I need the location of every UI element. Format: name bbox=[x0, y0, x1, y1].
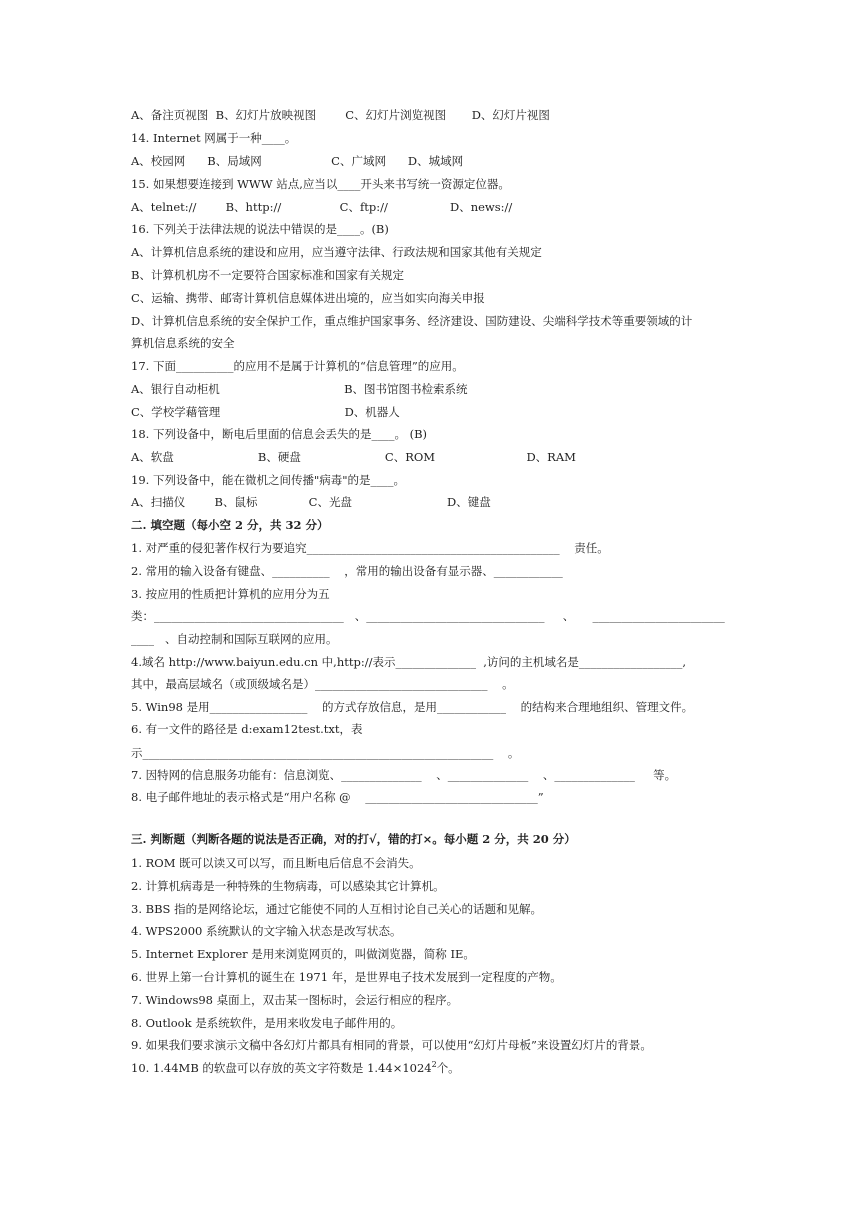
line-text: 算机信息系统的安全 bbox=[131, 336, 235, 350]
section-heading bbox=[131, 832, 576, 846]
line-text: 19. 下列设备中，能在微机之间传播"病毒"的是____。 bbox=[131, 473, 406, 487]
line-text: 5. Win98 是用_________________ 的方式存放信息，是用____________ 的结构来合理地组织、管理文件。 bbox=[131, 700, 694, 714]
text-line bbox=[131, 450, 576, 464]
line-text: C、运输、携带、邮寄计算机信息媒体进出境的，应当如实向海关申报 bbox=[131, 291, 485, 305]
text-line bbox=[131, 495, 491, 509]
text-line bbox=[131, 336, 235, 350]
text-line bbox=[131, 790, 544, 804]
text-line bbox=[131, 746, 519, 760]
line-text: 1. ROM 既可以读又可以写，而且断电后信息不会消失。 bbox=[131, 856, 421, 870]
line-text: 三. 判断题（判断各题的说法是否正确，对的打√，错的打×。每小题 2 分，共 20 分） bbox=[131, 832, 576, 846]
text-line bbox=[131, 632, 337, 646]
line-text: A、计算机信息系统的建设和应用，应当遵守法律、行政法规和国家其他有关规定 bbox=[131, 245, 542, 259]
line-text: 类：_________________________________ 、_______________________________ 、 _______________________ bbox=[131, 609, 725, 623]
line-text: 2. 计算机病毒是一种特殊的生物病毒，可以感染其它计算机。 bbox=[131, 879, 445, 893]
section-heading bbox=[131, 518, 329, 532]
line-text: A、telnet:// B、http:// C、ftp:// D、news:// bbox=[131, 200, 513, 214]
text-line bbox=[131, 609, 725, 623]
line-text: 示_____________________________________________________________ 。 bbox=[131, 746, 520, 760]
line-text: 18. 下列设备中，断电后里面的信息会丢失的是____。 (B) bbox=[131, 427, 428, 441]
line-text: 10. 1.44MB 的软盘可以存放的英文字符数是 1.44×1024 bbox=[131, 1061, 432, 1075]
line-text: C、学校学藉管理 D、机器人 bbox=[131, 405, 400, 419]
line-text: 2. 常用的输入设备有键盘、__________ ，常用的输出设备有显示器、____________ bbox=[131, 564, 563, 578]
line-text: A、扫描仪 B、鼠标 C、光盘 D、键盘 bbox=[131, 495, 491, 509]
text-line bbox=[131, 405, 400, 419]
line-text: 3. BBS 指的是网络论坛，通过它能使不同的人互相讨论自己关心的话题和见解。 bbox=[131, 902, 543, 916]
line-text: 4.域名 http://www.baiyun.edu.cn 中,http://表示______________ ,访问的主机域名是__________________, bbox=[131, 655, 687, 669]
text-line bbox=[131, 382, 468, 396]
text-line bbox=[131, 268, 404, 282]
line-text: 7. 因特网的信息服务功能有：信息浏览、______________ 、______________ 、______________ 等。 bbox=[131, 768, 677, 782]
text-line bbox=[131, 1038, 652, 1052]
text-line bbox=[131, 1061, 460, 1075]
line-text-suffix: 个。 bbox=[436, 1061, 460, 1075]
line-text: 1. 对严重的侵犯著作权行为要追究____________________________________________ 责任。 bbox=[131, 541, 609, 555]
line-text: A、备注页视图 B、幻灯片放映视图 C、幻灯片浏览视图 D、幻灯片视图 bbox=[131, 108, 550, 122]
text-line bbox=[131, 427, 427, 441]
line-text: 16. 下列关于法律法规的说法中错误的是____。(B) bbox=[131, 222, 389, 236]
line-text: 3. 按应用的性质把计算机的应用分为五 bbox=[131, 587, 330, 601]
line-text: 二. 填空题（每小空 2 分，共 32 分） bbox=[131, 518, 329, 532]
line-text: A、银行自动柜机 B、图书馆图书检索系统 bbox=[131, 382, 468, 396]
text-line bbox=[131, 541, 609, 555]
line-text: A、软盘 B、硬盘 C、ROM D、RAM bbox=[131, 450, 576, 464]
text-line bbox=[131, 108, 550, 122]
line-text: 8. Outlook 是系统软件，是用来收发电子邮件用的。 bbox=[131, 1016, 403, 1030]
text-line bbox=[131, 879, 445, 893]
text-line bbox=[131, 677, 514, 691]
text-line bbox=[131, 131, 296, 145]
line-text: D、计算机信息系统的安全保护工作，重点维护国家事务、经济建设、国防建设、尖端科学技术等重要领域的计 bbox=[131, 314, 693, 328]
line-text: ____ 、自动控制和国际互联网的应用。 bbox=[131, 632, 338, 646]
text-line bbox=[131, 177, 510, 191]
line-text: A、校园网 B、局域网 C、广域网 D、城域网 bbox=[131, 154, 464, 168]
text-line bbox=[131, 291, 485, 305]
text-line bbox=[131, 655, 686, 669]
line-text: 7. Windows98 桌面上，双击某一图标时，会运行相应的程序。 bbox=[131, 993, 459, 1007]
line-text: 8. 电子邮件地址的表示格式是“用户名称 @ ______________________________” bbox=[131, 790, 544, 804]
text-line bbox=[131, 947, 475, 961]
line-text: 14. Internet 网属于一种____。 bbox=[131, 131, 297, 145]
text-line bbox=[131, 154, 463, 168]
text-line bbox=[131, 564, 563, 578]
text-line bbox=[131, 902, 542, 916]
line-text: 4. WPS2000 系统默认的文字输入状态是改写状态。 bbox=[131, 924, 402, 938]
line-text: 其中，最高层域名（或顶级域名是）______________________________ 。 bbox=[131, 677, 514, 691]
text-line bbox=[131, 856, 421, 870]
text-line bbox=[131, 1016, 402, 1030]
text-line bbox=[131, 222, 389, 236]
line-text: B、计算机机房不一定要符合国家标准和国家有关规定 bbox=[131, 268, 404, 282]
line-text: 9. 如果我们要求演示文稿中各幻灯片都具有相同的背景，可以使用“幻灯片母板”来设置幻灯片的背景。 bbox=[131, 1038, 652, 1052]
text-line bbox=[131, 245, 542, 259]
line-text: 17. 下面__________的应用不是属于计算机的“信息管理”的应用。 bbox=[131, 359, 464, 373]
text-line bbox=[131, 700, 693, 714]
line-text: 6. 世界上第一台计算机的诞生在 1971 年，是世界电子技术发展到一定程度的产物。 bbox=[131, 970, 562, 984]
text-line bbox=[131, 587, 330, 601]
text-line bbox=[131, 993, 458, 1007]
text-line bbox=[131, 768, 676, 782]
line-text: 15. 如果想要连接到 WWW 站点,应当以____开头来书写统一资源定位器。 bbox=[131, 177, 510, 191]
text-line bbox=[131, 924, 401, 938]
text-line bbox=[131, 200, 512, 214]
text-line bbox=[131, 359, 464, 373]
text-line bbox=[131, 970, 562, 984]
line-text: 5. Internet Explorer 是用来浏览网页的，叫做浏览器，简称 IE。 bbox=[131, 947, 475, 961]
text-line bbox=[131, 473, 405, 487]
line-text: 6. 有一文件的路径是 d:exam12test.txt，表 bbox=[131, 722, 363, 736]
superscript: 2 bbox=[431, 1060, 437, 1070]
text-line bbox=[131, 314, 692, 328]
text-line bbox=[131, 722, 363, 736]
